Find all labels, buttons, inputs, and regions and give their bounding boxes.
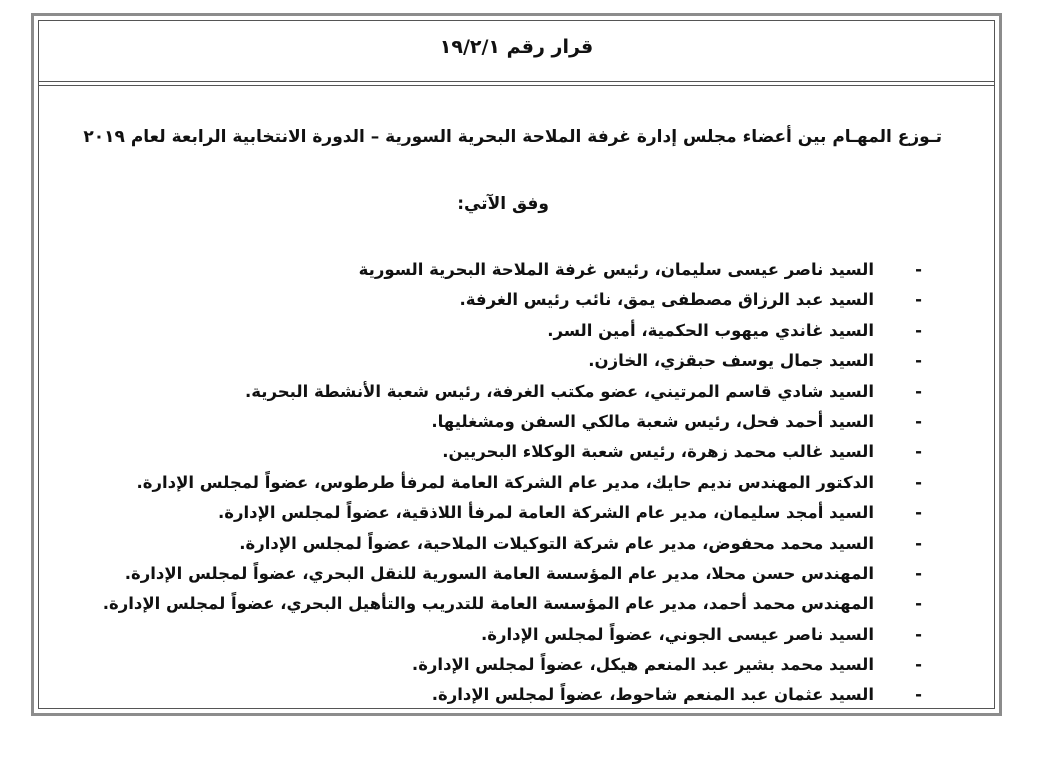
member-text: المهندس محمد أحمد، مدير عام المؤسسة العامة للتدريب والتأهيل البحري، عضواً لمجلس الإدارة. xyxy=(102,594,874,614)
bullet-dash: - xyxy=(915,290,922,310)
list-item xyxy=(103,437,922,467)
member-text: السيد محمد بشير عبد المنعم هيكل، عضواً لمجلس الإدارة. xyxy=(411,655,874,675)
member-text: السيد أمجد سليمان، مدير عام الشركة العامة لمرفأ اللاذقية، عضواً لمجلس الإدارة. xyxy=(217,503,874,523)
member-text: المهندس حسن محلا، مدير عام المؤسسة العامة السورية للنقل البحري، عضواً لمجلس الإدارة. xyxy=(124,563,874,583)
member-text: السيد غاندي ميهوب الحكمية، أمين السر. xyxy=(547,320,874,340)
bullet-dash: - xyxy=(915,411,922,431)
list-item xyxy=(103,285,922,315)
bullet-dash: - xyxy=(915,594,922,614)
list-item xyxy=(103,407,922,437)
member-text: السيد غالب محمد زهرة، رئيس شعبة الوكلاء البحريين. xyxy=(442,442,874,462)
bullet-dash: - xyxy=(915,685,922,705)
member-text: السيد محمد محفوض، مدير عام شركة التوكيلات الملاحية، عضواً لمجلس الإدارة. xyxy=(239,533,874,553)
bullet-dash: - xyxy=(915,442,922,462)
document-frame xyxy=(31,13,1002,716)
list-item xyxy=(103,680,922,710)
bullet-dash: - xyxy=(915,260,922,279)
member-text: الدكتور المهندس نديم حايك، مدير عام الشركة العامة لمرفأ طرطوس، عضواً لمجلس الإدارة. xyxy=(136,472,874,492)
member-text: السيد عثمان عبد المنعم شاحوط، عضواً لمجلس الإدارة. xyxy=(431,685,874,705)
member-text: السيد عبد الرزاق مصطفى يمق، نائب رئيس الغرفة. xyxy=(459,290,874,310)
list-item xyxy=(103,620,922,650)
member-text: السيد ناصر عيسى الجوني، عضواً لمجلس الإدارة. xyxy=(480,624,874,644)
bullet-dash: - xyxy=(915,503,922,523)
bullet-dash: - xyxy=(915,624,922,644)
bullet-dash: - xyxy=(915,655,922,675)
according-label: وفق الآتي: xyxy=(457,194,549,214)
bullet-dash: - xyxy=(915,351,922,371)
list-item xyxy=(103,377,922,407)
bullet-dash: - xyxy=(915,381,922,401)
header-divider xyxy=(39,81,994,86)
list-item xyxy=(103,468,922,498)
list-item xyxy=(103,589,922,619)
member-text: السيد جمال يوسف حبقزي، الخازن. xyxy=(588,351,874,371)
members-list xyxy=(103,255,922,711)
bullet-dash: - xyxy=(915,533,922,553)
list-item xyxy=(103,316,922,346)
list-item xyxy=(103,559,922,589)
bullet-dash: - xyxy=(915,563,922,583)
list-item xyxy=(103,255,922,285)
list-item xyxy=(103,346,922,376)
intro-text: تـوزع المهـام بين أعضاء مجلس إدارة غرفة الملاحة البحرية السورية – الدورة الانتخابية الرابعة لعام ٢٠١٩ xyxy=(83,127,942,147)
decision-title: قرار رقم ١٩/٢/١ xyxy=(439,36,594,58)
bullet-dash: - xyxy=(915,320,922,340)
list-item xyxy=(103,650,922,680)
document-inner-frame xyxy=(38,20,995,709)
member-text: السيد أحمد فحل، رئيس شعبة مالكي السفن ومشغليها. xyxy=(431,411,874,431)
member-text: السيد ناصر عيسى سليمان، رئيس غرفة الملاحة البحرية السورية xyxy=(358,260,874,279)
member-text: السيد شادي قاسم المرتيني، عضو مكتب الغرفة، رئيس شعبة الأنشطة البحرية. xyxy=(245,381,874,401)
list-item xyxy=(103,529,922,559)
bullet-dash: - xyxy=(915,472,922,492)
list-item xyxy=(103,498,922,528)
